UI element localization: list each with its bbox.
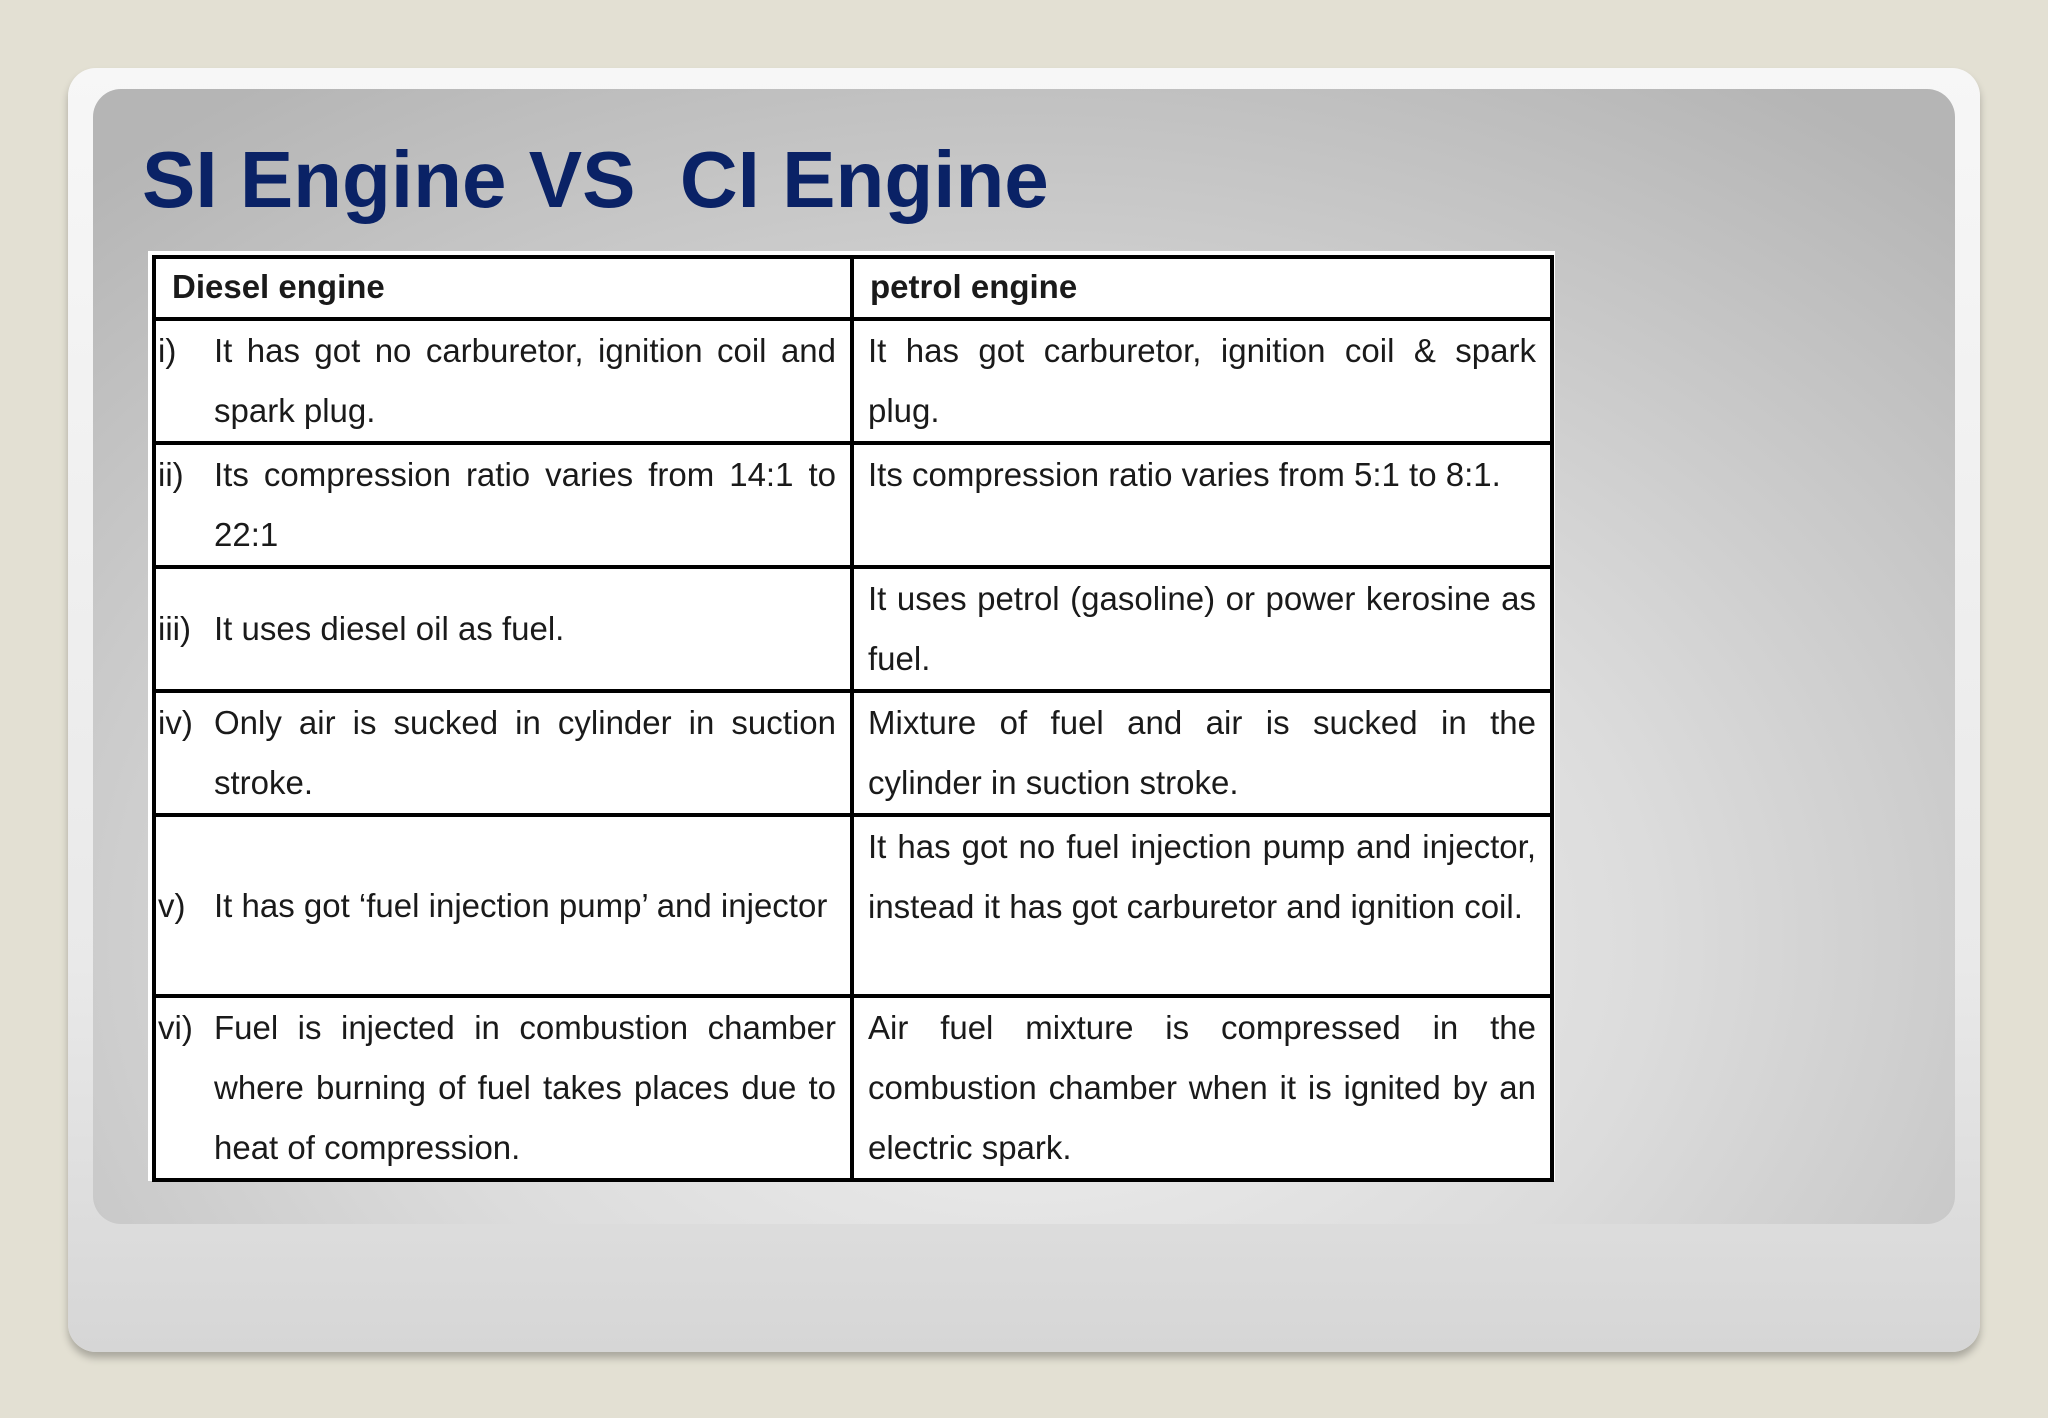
diesel-cell bbox=[154, 691, 852, 815]
header-petrol-engine: petrol engine bbox=[852, 257, 1552, 319]
comparison-table-image bbox=[148, 251, 1555, 1181]
table-row bbox=[154, 567, 1552, 691]
diesel-cell bbox=[154, 319, 852, 443]
table-header-row bbox=[154, 257, 1552, 319]
row-number: iii) bbox=[158, 610, 191, 647]
table-row bbox=[154, 319, 1552, 443]
petrol-text: It has got carburetor, ignition coil & spark plug. bbox=[868, 332, 1536, 429]
petrol-cell bbox=[852, 319, 1552, 443]
diesel-cell bbox=[154, 443, 852, 567]
table-row bbox=[154, 443, 1552, 567]
diesel-text: It has got ‘fuel injection pump’ and injector bbox=[214, 886, 828, 924]
diesel-cell bbox=[154, 815, 852, 996]
petrol-cell bbox=[852, 691, 1552, 815]
diesel-cell bbox=[154, 996, 852, 1180]
row-number: ii) bbox=[158, 456, 184, 493]
row-number: iv) bbox=[158, 704, 193, 741]
header-diesel-engine: Diesel engine bbox=[154, 257, 852, 319]
table-row bbox=[154, 691, 1552, 815]
petrol-cell bbox=[852, 996, 1552, 1180]
diesel-text: Its compression ratio varies from 14:1 to 22:1 bbox=[214, 456, 836, 553]
diesel-cell bbox=[154, 567, 852, 691]
petrol-text: Mixture of fuel and air is sucked in the cylinder in suction stroke. bbox=[868, 704, 1536, 801]
petrol-cell bbox=[852, 443, 1552, 567]
row-number: vi) bbox=[158, 1009, 193, 1046]
diesel-text: Fuel is injected in combustion chamber where burning of fuel takes places due to heat of compression. bbox=[214, 1009, 836, 1166]
petrol-cell bbox=[852, 815, 1552, 996]
table-row bbox=[154, 996, 1552, 1180]
slide-title: SI Engine VS CI Engine bbox=[142, 135, 1049, 224]
petrol-cell bbox=[852, 567, 1552, 691]
diesel-text: Only air is sucked in cylinder in suction stroke. bbox=[214, 704, 836, 801]
table-row bbox=[154, 815, 1552, 996]
petrol-text: Air fuel mixture is compressed in the combustion chamber when it is ignited by an electric spark. bbox=[868, 1009, 1536, 1166]
petrol-text: It uses petrol (gasoline) or power kerosine as fuel. bbox=[868, 580, 1536, 677]
row-number: v) bbox=[158, 886, 186, 924]
petrol-text: It has got no fuel injection pump and injector, instead it has got carburetor and ignition coil. bbox=[868, 828, 1536, 925]
comparison-table bbox=[152, 255, 1554, 1182]
row-number: i) bbox=[158, 332, 177, 369]
petrol-text: Its compression ratio varies from 5:1 to 8:1. bbox=[868, 456, 1501, 493]
diesel-text: It has got no carburetor, ignition coil and spark plug. bbox=[214, 332, 836, 429]
diesel-text: It uses diesel oil as fuel. bbox=[214, 610, 565, 647]
